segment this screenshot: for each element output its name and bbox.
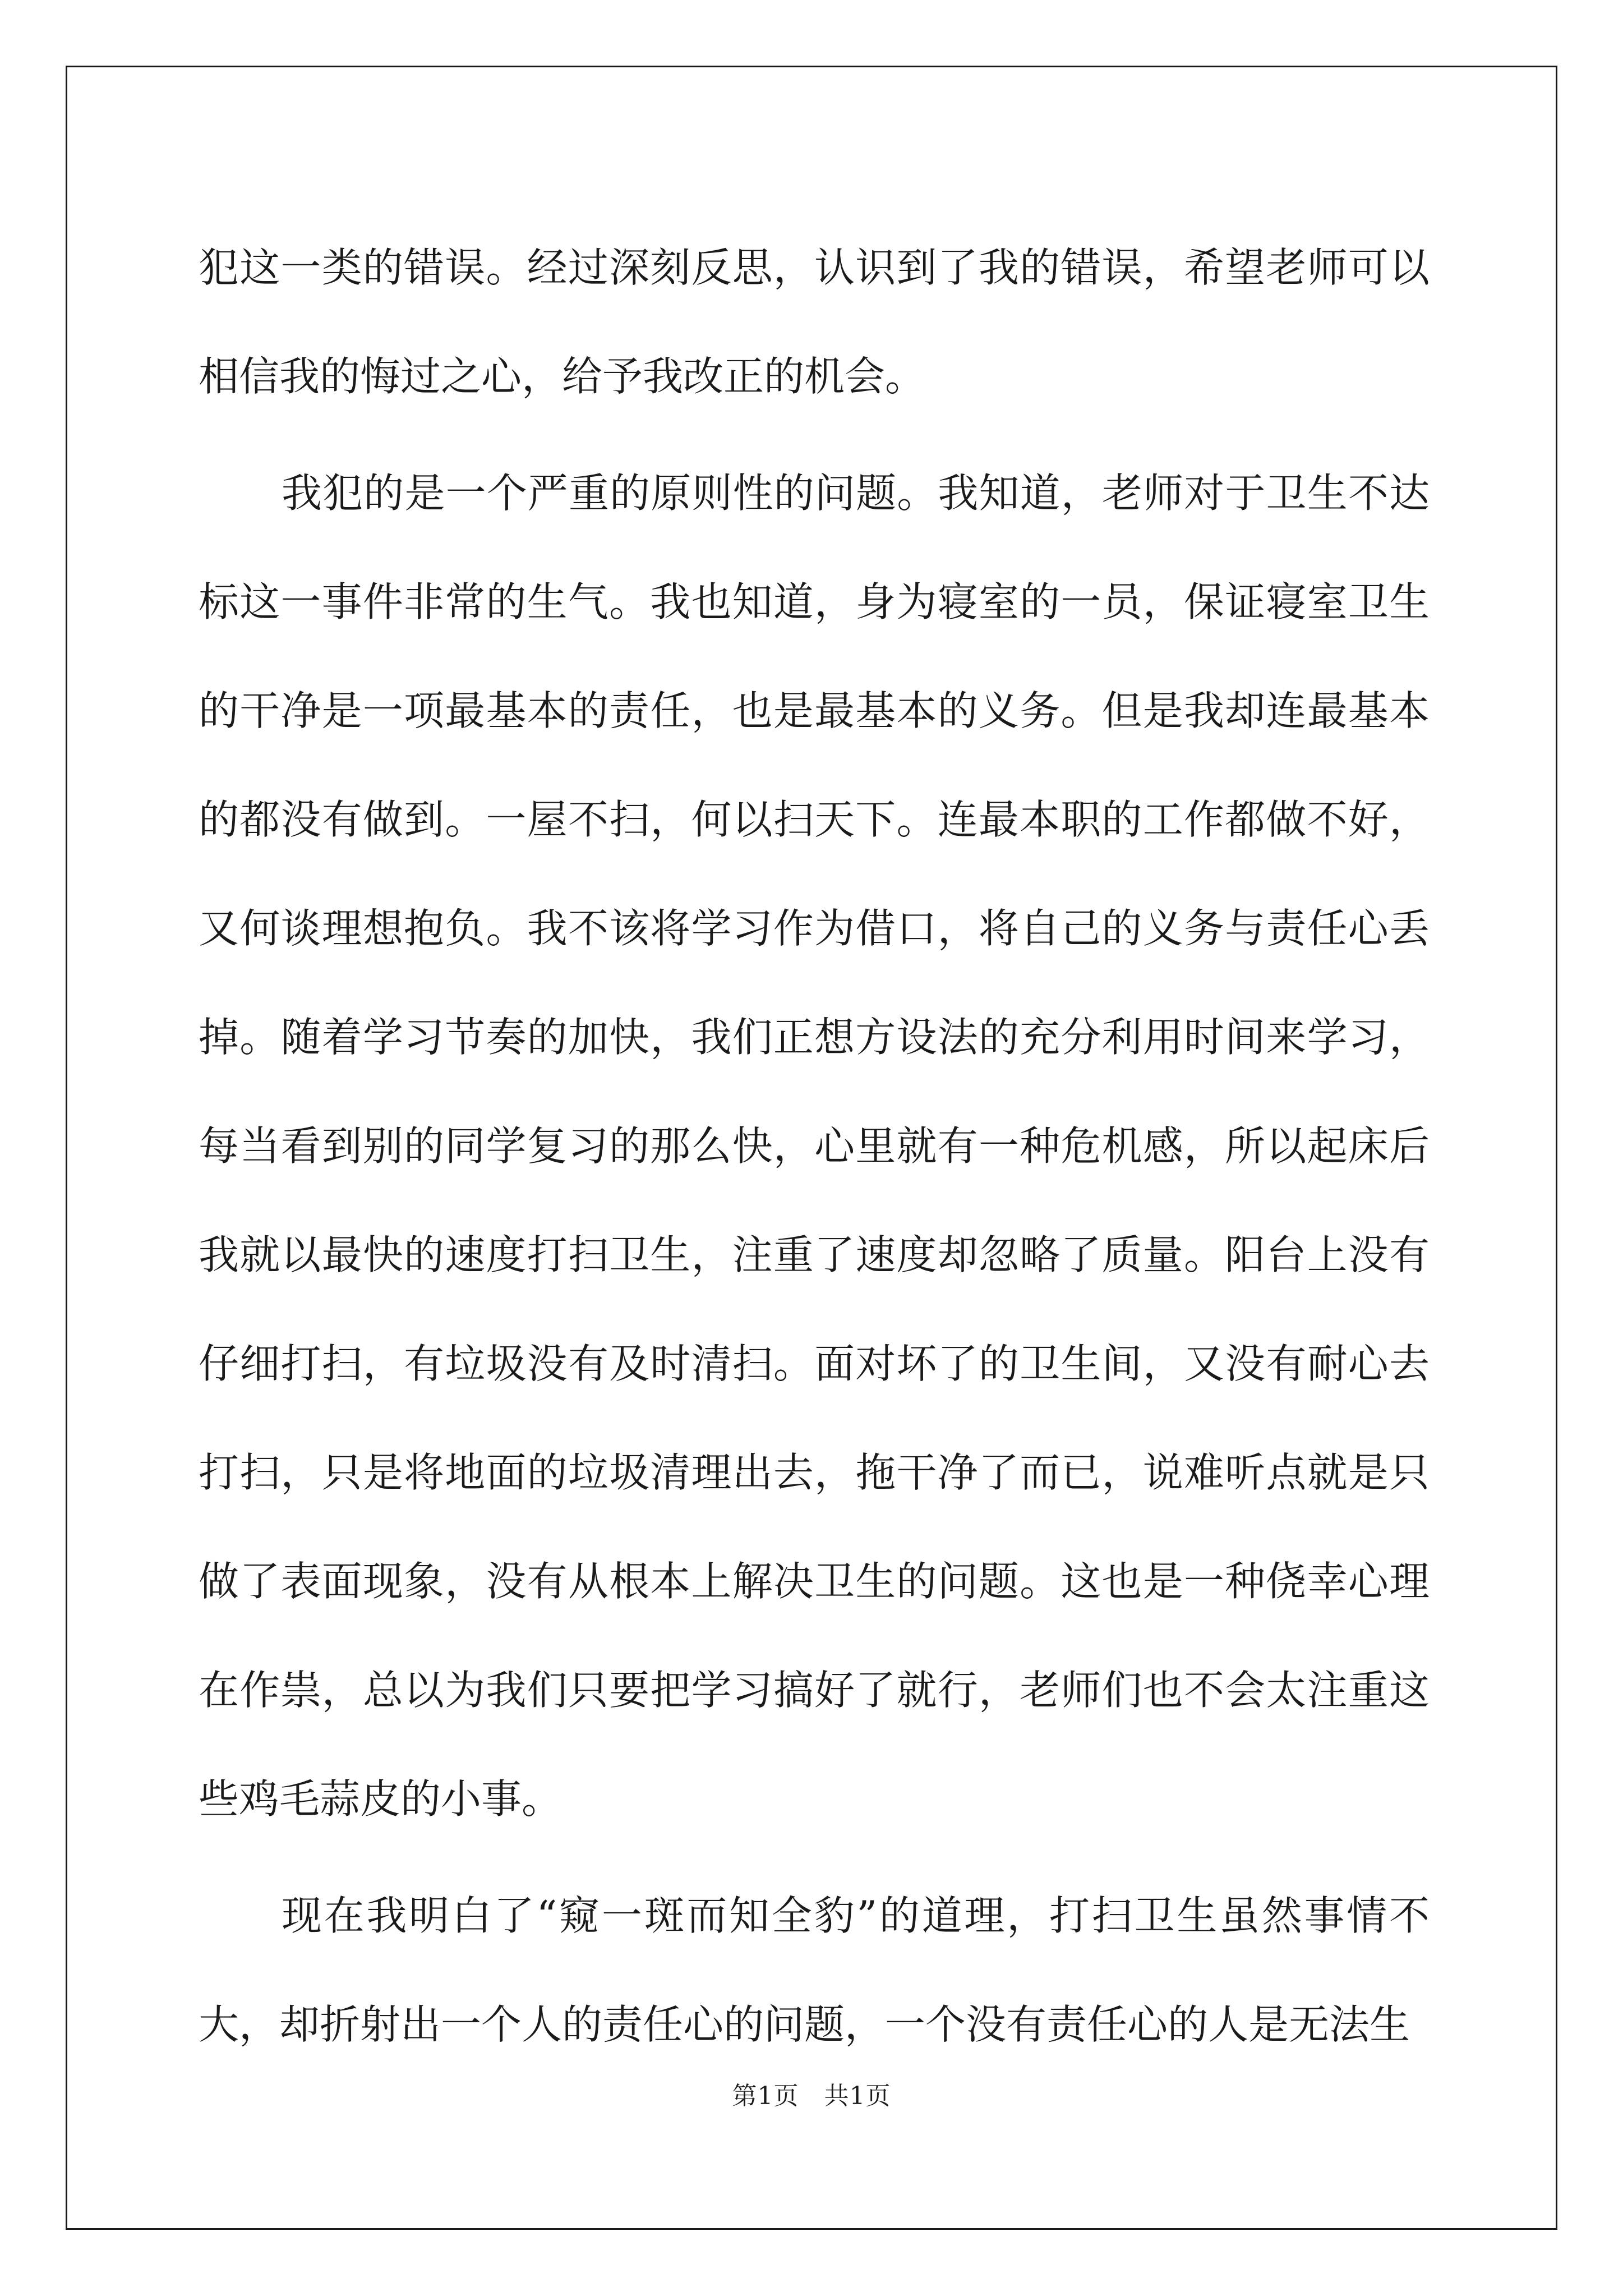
page-footer (0, 2076, 1623, 2111)
footer-spacer (799, 2082, 824, 2110)
paragraph: 我犯的是一个严重的原则性的问题。我知道，老师对于卫生不达标这一事件非常的生气。我也知道，身为寝室的一员，保证寝室卫生的干净是一项最基本的责任，也是最基本的义务。但是我却连最基本的都没有做到。一屋不扫，何以扫天下。连最本职的工作都做不好，又何谈理想抱负。我不该将学习作为借口，将自己的义务与责任心丢掉。随着学习节奏的加快，我们正想方设法的充分利用时间来学习，每当看到别的同学复习的那么快，心里就有一种危机感，所以起床后我就以最快的速度打扫卫生，注重了速度却忽略了质量。阳台上没有仔细打扫，有垃圾没有及时清扫。面对坏了的卫生间，又没有耐心去打扫，只是将地面的垃圾清理出去，拖干净了而已，说难听点就是只做了表面现象，没有从根本上解决卫生的问题。这也是一种侥幸心理在作祟，总以为我们只要把学习搞好了就行，老师们也不会太注重这些鸡毛蒜皮的小事。 (199, 470, 1430, 1823)
document-body (199, 213, 1430, 2087)
page-number: 第1页 (732, 2082, 799, 2110)
paragraph-continued: 犯这一类的错误。经过深刻反思，认识到了我的错误，希望老师可以相信我的悔过之心，给予我改正的机会。 (199, 244, 1430, 400)
paragraph: 现在我明白了“窥一斑而知全豹”的道理，打扫卫生虽然事情不大，却折射出一个人的责任心的问题，一个没有责任心的人是无法生 (199, 1892, 1430, 2048)
page-total: 共1页 (824, 2082, 891, 2110)
